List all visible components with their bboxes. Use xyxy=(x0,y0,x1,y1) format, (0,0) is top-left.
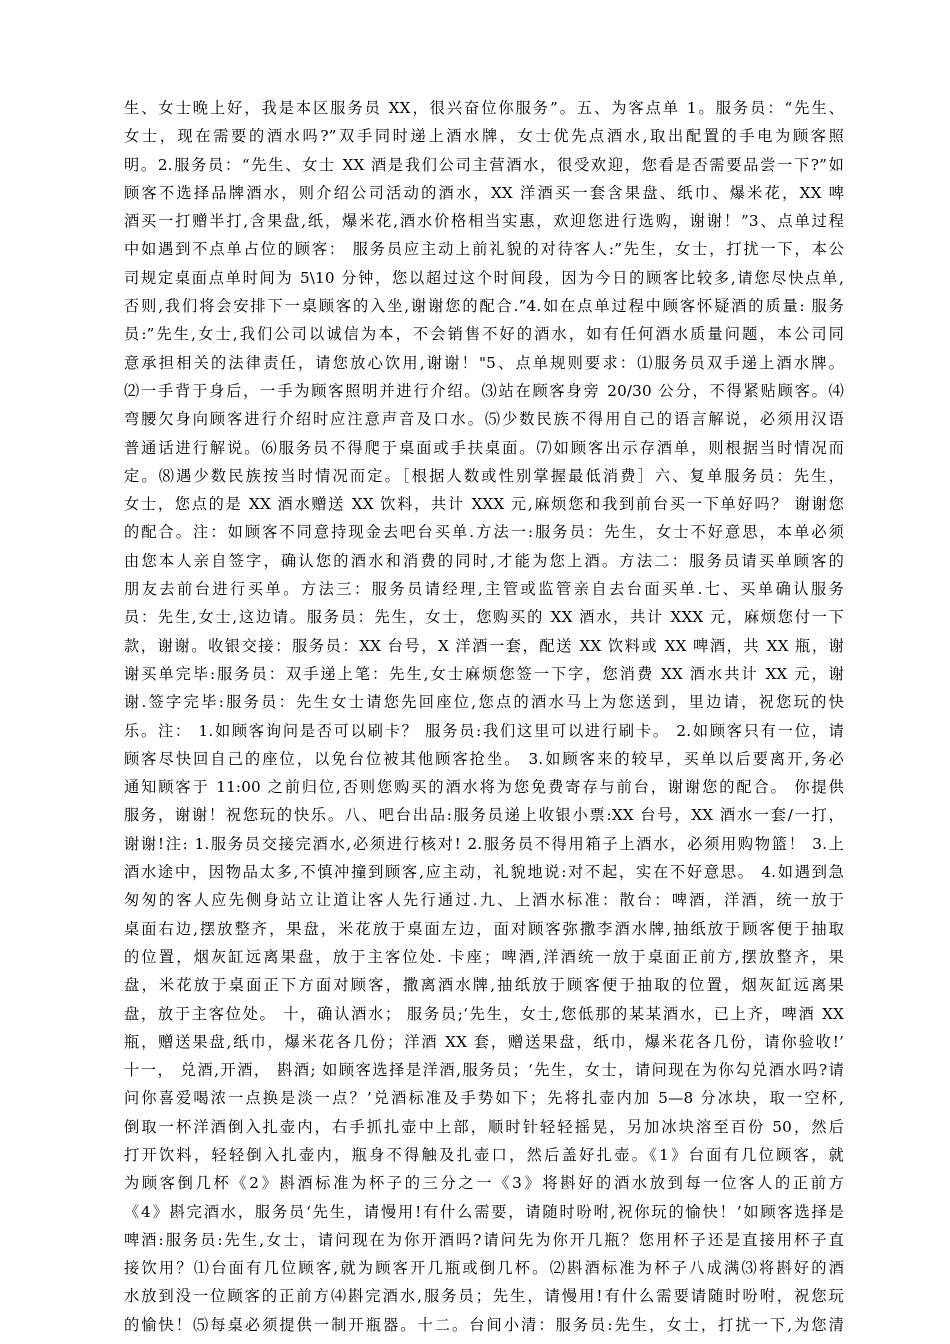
text-line: 打开饮料，轻轻倒入扎壶内，瓶身不得触及扎壶口，然后盖好扎壶。《1》台面有几位顾客，就 xyxy=(124,1145,844,1164)
text-line: 酒买一打赠半打,含果盘,纸，爆米花,酒水价格相当实惠，欢迎您进行选购，谢谢！”3、点单过程 xyxy=(124,212,844,231)
text-line: 为顾客倒几杯《2》斟酒标准为杯子的三分之一《3》将斟好的酒水放到每一位客人的正前方 xyxy=(124,1174,844,1193)
text-line: 员:”先生,女士,我们公司以诚信为本，不会销售不好的酒水，如有任何酒水质量问题，本公司同 xyxy=(124,325,844,344)
document-body-text xyxy=(124,94,844,1339)
text-line: 谢谢!注: 1.服务员交接完酒水,必须进行核对! 2.服务员不得用箱子上酒水，必须用购物篮！ 3.上 xyxy=(124,834,844,853)
text-line: 由您本人亲自签字，确认您的酒水和消费的同时,才能为您上酒。方法二：服务员请买单顾客的 xyxy=(124,551,844,570)
text-line: 定。⑻遇少数民族按当时情况而定。［根据人数或性别掌握最低消费］六、复单服务员：先生， xyxy=(124,466,844,485)
text-line: 瓶，赠送果盘,纸巾，爆米花各几份；洋酒 XX 套，赠送果盘，纸巾，爆米花各几份，请你验收!’ xyxy=(124,1032,844,1051)
text-line: 朋友去前台进行买单。方法三：服务员请经理,主管或监管亲自去台面买单.七、买单确认服务 xyxy=(124,580,844,599)
text-line: 款，谢谢。收银交接：服务员：XX 台号，X 洋酒一套，配送 XX 饮料或 XX 啤酒，共 XX 瓶，谢 xyxy=(124,636,844,655)
text-line: 谢买单完毕:服务员：双手递上笔：先生,女士麻烦您签一下字，您消费 XX 酒水共计 XX 元，谢 xyxy=(124,664,844,683)
text-line: 女士，您点的是 XX 酒水赠送 XX 饮料，共计 XXX 元,麻烦您和我到前台买一下单好吗？ 谢谢您 xyxy=(124,495,844,514)
text-line: 明。2.服务员：“先生、女士 XX 酒是我们公司主营酒水，很受欢迎，您看是否需要品尝一下?”如 xyxy=(124,155,844,174)
text-line: 的位置，烟灰缸远离果盘，放于主客位处. 卡座；啤酒,洋酒统一放于桌面正前方,摆放整齐，果 xyxy=(124,947,844,966)
text-line: 否则,我们将会安排下一桌顾客的入坐,谢谢您的配合.”4.如在点单过程中顾客怀疑酒的质量: 服务 xyxy=(124,297,844,316)
text-line: 盘，放于主客位处。 十，确认酒水； 服务员;‘先生，女士,您低那的某某酒水，已上齐，啤酒 XX xyxy=(124,1004,844,1023)
text-line: 的愉快！⑸每桌必须提供一制开瓶器。十二。台间小清：服务员:先生，女士，打扰一下,为您清 xyxy=(124,1315,844,1334)
text-line: 通知顾客于 11:00 之前归位,否则您购买的酒水将为您免费寄存与前台，谢谢您的配合。 你提供 xyxy=(124,778,844,797)
text-line: 水放到没一位顾客的正前方⑷斟完酒水,服务员；先生，请慢用!有什么需要请随时吩咐，祝您玩 xyxy=(124,1287,844,1306)
text-line: 司规定桌面点单时间为 5\10 分钟，您以超过这个时间段，因为今日的顾客比较多,请您尽快点单, xyxy=(124,268,844,287)
text-line: 员：先生,女士,这边请。服务员：先生，女士，您购买的 XX 酒水，共计 XXX 元，麻烦您付一下 xyxy=(124,608,844,627)
text-line: 乐。注： 1.如顾客询问是否可以刷卡？ 服务员:我们这里可以进行刷卡。 2.如顾客只有一位，请 xyxy=(124,721,844,740)
text-line: 生、女士晚上好，我是本区服务员 XX，很兴奋位你服务”。五、为客点单 1。服务员：“先生、 xyxy=(124,99,844,117)
text-line: 接饮用？⑴台面有几位顾客,就为顾客开几瓶或倒几杯。⑵斟酒标准为杯子八成满⑶将斟好的酒 xyxy=(124,1259,844,1278)
text-line: 酒水途中，因物品太多,不慎冲撞到顾客,应主动，礼貌地说:对不起，实在不好意思。 4.如遇到急 xyxy=(124,863,844,882)
text-line: 顾客不选择品牌酒水，则介绍公司活动的酒水，XX 洋酒买一套含果盘、纸巾、爆米花，XX 啤 xyxy=(124,183,844,202)
text-line: 十一， 兑酒,开酒， 斟酒; 如顾客选择是洋酒,服务员；‘先生，女士，请问现在为你勾兑酒水吗?请 xyxy=(124,1061,844,1080)
text-line: 弯腰欠身向顾客进行介绍时应注意声音及口水。⑸少数民族不得用自己的语言解说，必须用汉语 xyxy=(124,410,844,429)
text-line: 中如遇到不点单占位的顾客： 服务员应主动上前礼貌的对待客人:”先生，女士，打扰一下，本公 xyxy=(124,240,844,259)
text-line: 问你喜爱喝浓一点换是淡一点？’兑酒标准及手势如下；先将扎壶内加 5—8 分冰块，取一空杯, xyxy=(124,1089,844,1108)
text-line: 的配合。注：如顾客不同意持现金去吧台买单.方法一:服务员：先生，女士不好意思，本单必须 xyxy=(124,523,844,542)
text-line: 服务，谢谢！祝您玩的快乐。八、吧台出品:服务员递上收银小票:XX 台号，XX 酒水一套/一打， xyxy=(124,806,844,825)
text-line: 啤酒:服务员:先生,女士，请问现在为你开酒吗?请问先为你开几瓶？您用杯子还是直接用杯子直 xyxy=(124,1230,844,1249)
text-line: 谢.签字完毕:服务员：先生女士请您先回座位,您点的酒水马上为您送到，里边请，祝您玩的快 xyxy=(124,693,844,712)
text-line: 顾客尽快回自己的座位，以免台位被其他顾客抢坐。 3.如顾客来的较早，买单以后要离开,务必 xyxy=(124,749,844,768)
text-line: 盘，米花放于桌面正下方面对顾客，撒离酒水牌,抽纸放于顾客便于抽取的位置，烟灰缸远离果 xyxy=(124,976,844,995)
text-line: 倒取一杯洋酒倒入扎壶内，右手抓扎壶中上部，顺时针轻轻摇晃，另加冰块溶至百份 50，然后 xyxy=(124,1117,844,1136)
text-line: 普通话进行解说。⑹服务员不得爬于桌面或手扶桌面。⑺如顾客出示存酒单，则根据当时情况而 xyxy=(124,438,844,457)
text-line: 《4》斟完酒水，服务员‘先生，请慢用!有什么需要，请随时吩咐,祝你玩的愉快！’如顾客选择是 xyxy=(124,1202,844,1221)
text-line: 意承担相关的法律责任，请您放心饮用,谢谢！"5、点单规则要求：⑴服务员双手递上酒水牌。 xyxy=(124,353,844,372)
text-line: 桌面右边,摆放整齐，果盘，米花放于桌面左边，面对顾客弥撒李酒水牌,抽纸放于顾客便于抽取 xyxy=(124,919,844,938)
text-line: ⑵一手背于身后，一手为顾客照明并进行介绍。⑶站在顾客身旁 20/30 公分，不得紧贴顾客。⑷ xyxy=(124,381,844,400)
text-line: 匆匆的客人应先侧身站立让道让客人先行通过.九、上酒水标准：散台：啤酒，洋酒，统一放于 xyxy=(124,891,844,910)
text-line: 女士，现在需要的酒水吗?”双手同时递上酒水牌，女士优先点酒水,取出配置的手电为顾客照 xyxy=(124,127,844,146)
